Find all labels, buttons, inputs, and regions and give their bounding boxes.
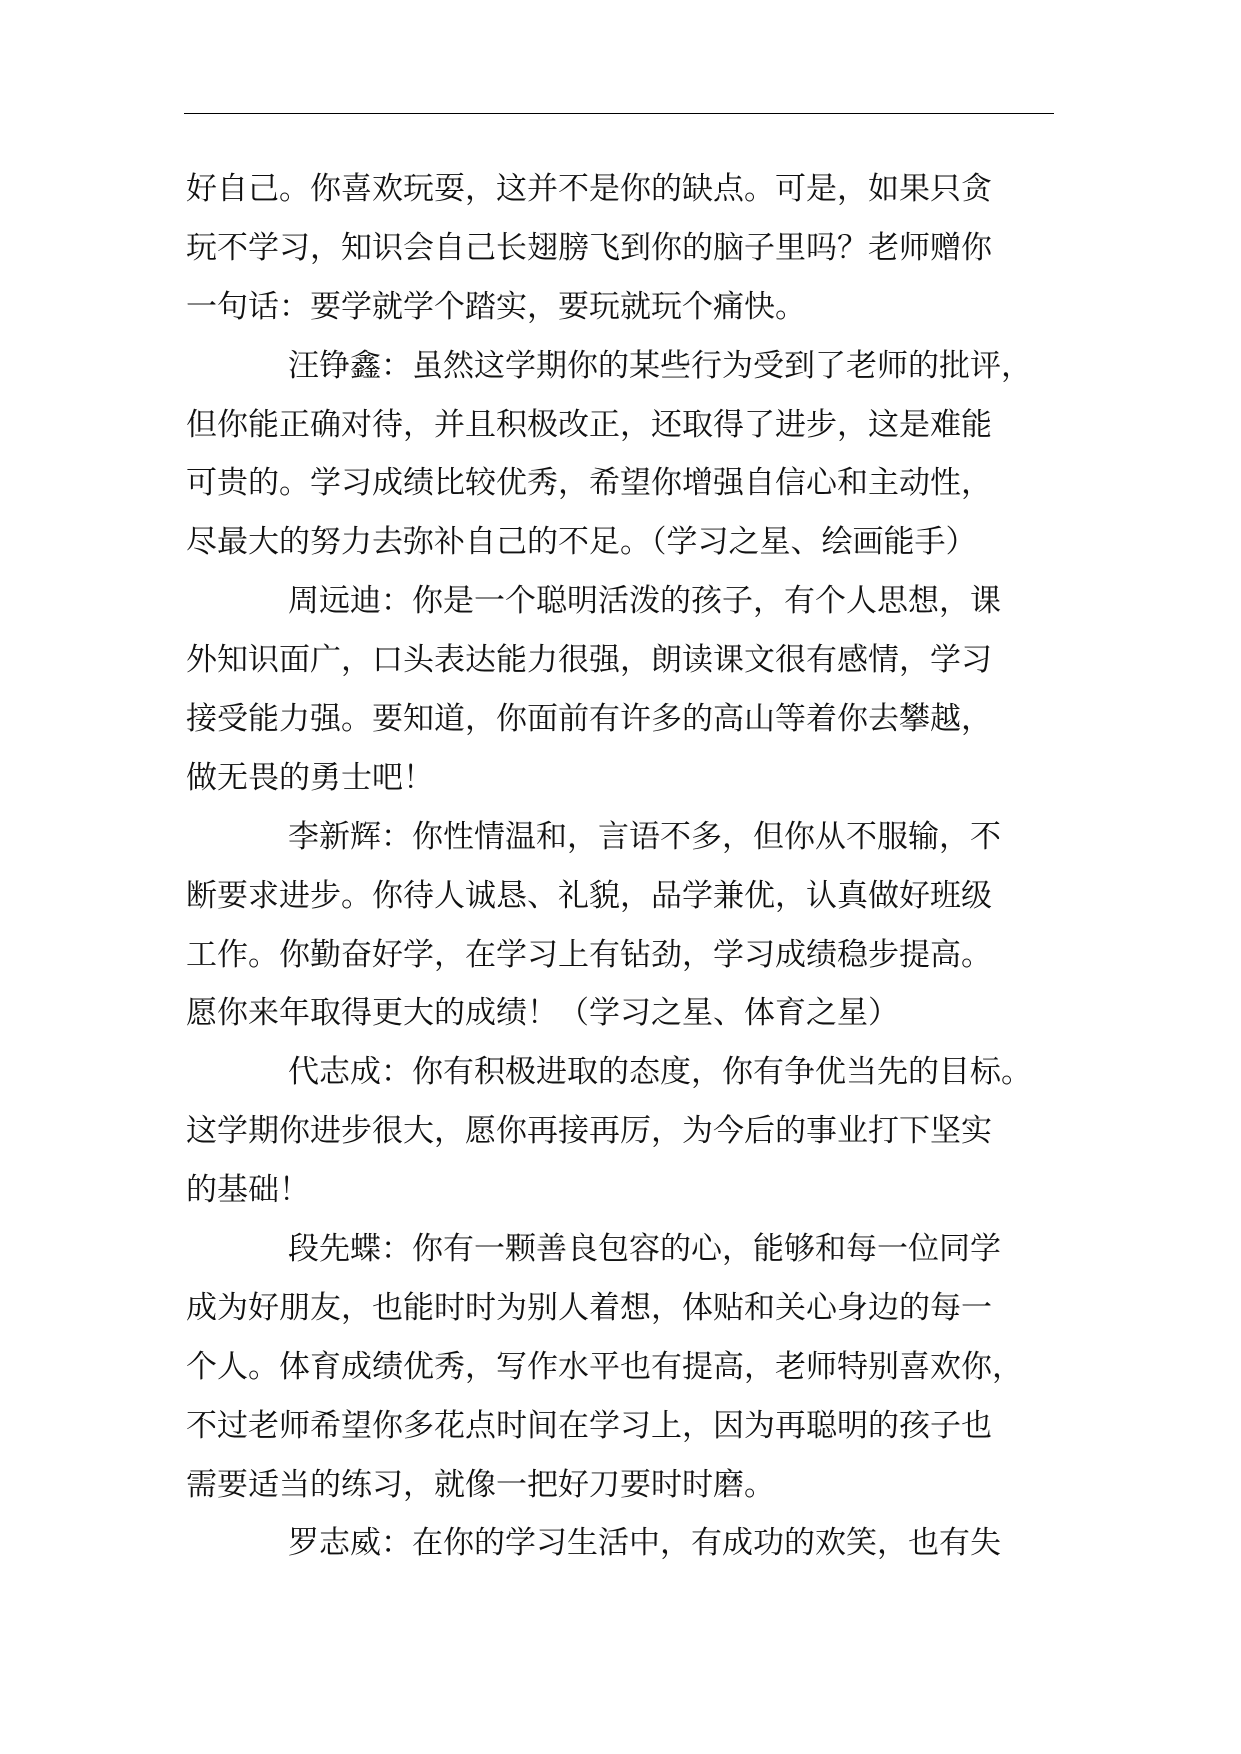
- text-line: 需要适当的练习，就像一把好刀要时时磨。: [186, 1466, 775, 1503]
- paragraph-first-line: 代志成：你有积极进取的态度，你有争优当先的目标。: [288, 1054, 1032, 1091]
- text-line: 但你能正确对待，并且积极改正，还取得了进步，这是难能: [186, 406, 992, 443]
- paragraph-first-line: 周远迪：你是一个聪明活泼的孩子，有个人思想，课: [288, 583, 1001, 620]
- header-rule: [184, 113, 1054, 114]
- text-line: 可贵的。学习成绩比较优秀，希望你增强自信心和主动性，: [186, 465, 992, 502]
- paragraph-first-line: 罗志威：在你的学习生活中，有成功的欢笑，也有失: [288, 1525, 1001, 1562]
- text-line: 的基础！: [186, 1172, 310, 1209]
- text-line: 这学期你进步很大，愿你再接再厉，为今后的事业打下坚实: [186, 1113, 992, 1150]
- paragraph-first-line: 李新辉：你性情温和，言语不多，但你从不服输，不: [288, 818, 1001, 855]
- text-line: 玩不学习，知识会自己长翅膀飞到你的脑子里吗？老师赠你: [186, 229, 992, 266]
- text-line: 外知识面广，口头表达能力很强，朗读课文很有感情，学习: [186, 642, 992, 679]
- text-line: 接受能力强。要知道，你面前有许多的高山等着你去攀越，: [186, 701, 992, 738]
- text-line: 个人。体育成绩优秀，写作水平也有提高，老师特别喜欢你，: [186, 1348, 1023, 1385]
- document-body: [186, 160, 1056, 1573]
- text-line: 断要求进步。你待人诚恳、礼貌，品学兼优，认真做好班级: [186, 877, 992, 914]
- text-line: 尽最大的努力去弥补自己的不足。（学习之星、绘画能手）: [186, 524, 977, 561]
- text-line: 愿你来年取得更大的成绩！（学习之星、体育之星）: [186, 995, 899, 1032]
- text-line: 好自己。你喜欢玩耍，这并不是你的缺点。可是，如果只贪: [186, 171, 992, 207]
- text-line: 不过老师希望你多花点时间在学习上，因为再聪明的孩子也: [186, 1407, 992, 1444]
- text-line: 工作。你勤奋好学，在学习上有钻劲，学习成绩稳步提高。: [186, 936, 992, 973]
- paragraph-first-line: 段先蝶：你有一颗善良包容的心，能够和每一位同学: [288, 1231, 1001, 1268]
- paragraph-first-line: 汪铮鑫：虽然这学期你的某些行为受到了老师的批评，: [288, 347, 1032, 384]
- text-line: 成为好朋友，也能时时为别人着想，体贴和关心身边的每一: [186, 1289, 992, 1326]
- text-line: 做无畏的勇士吧！: [186, 759, 434, 796]
- text-line: 一句话：要学就学个踏实，要玩就玩个痛快。: [186, 288, 806, 325]
